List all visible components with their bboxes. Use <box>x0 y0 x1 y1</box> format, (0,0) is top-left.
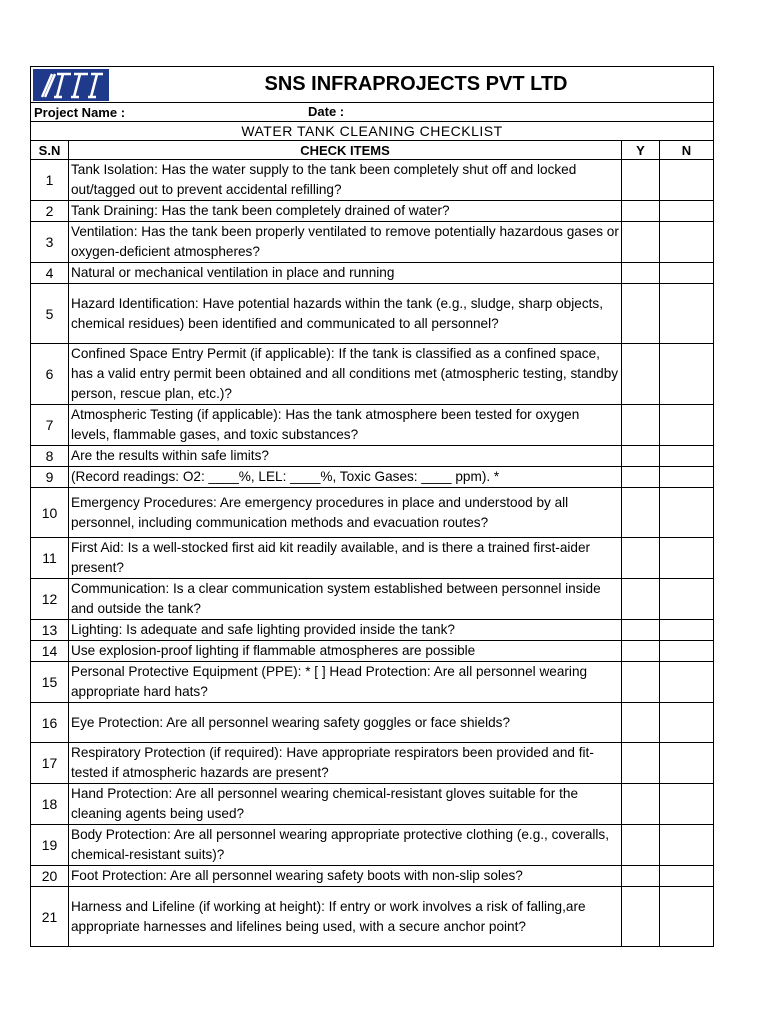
checklist-row <box>31 201 714 222</box>
check-item-text: Harness and Lifeline (if working at height): If entry or work involves a risk of falling,are appropriate harnesses and lifelines being used, with a secure anchor point? <box>69 887 622 947</box>
checklist-row <box>31 284 714 344</box>
no-checkbox-cell[interactable] <box>660 662 714 703</box>
yes-checkbox-cell[interactable] <box>622 743 660 784</box>
check-item-text: Tank Draining: Has the tank been completely drained of water? <box>69 201 622 222</box>
yes-checkbox-cell[interactable] <box>622 344 660 405</box>
row-number: 3 <box>31 222 69 263</box>
checklist-row <box>31 784 714 825</box>
yes-checkbox-cell[interactable] <box>622 222 660 263</box>
check-item-text: Personal Protective Equipment (PPE): * [ ] Head Protection: Are all personnel wearing appropriate hard hats? <box>69 662 622 703</box>
row-number: 16 <box>31 703 69 743</box>
checklist-row <box>31 662 714 703</box>
yes-checkbox-cell[interactable] <box>622 538 660 579</box>
checklist-table <box>30 66 714 947</box>
logo-cell <box>31 67 147 103</box>
checklist-row <box>31 222 714 263</box>
no-checkbox-cell[interactable] <box>660 446 714 467</box>
yes-checkbox-cell[interactable] <box>622 825 660 866</box>
no-checkbox-cell[interactable] <box>660 467 714 488</box>
check-item-text: Foot Protection: Are all personnel wearing safety boots with non-slip soles? <box>69 866 622 887</box>
check-item-text: Ventilation: Has the tank been properly ventilated to remove potentially hazardous gases or oxygen-deficient atmospheres? <box>69 222 622 263</box>
yes-checkbox-cell[interactable] <box>622 641 660 662</box>
checklist-row <box>31 825 714 866</box>
yes-checkbox-cell[interactable] <box>622 201 660 222</box>
check-item-text: Use explosion-proof lighting if flammable atmospheres are possible <box>69 641 622 662</box>
yes-checkbox-cell[interactable] <box>622 405 660 446</box>
checklist-row <box>31 866 714 887</box>
yes-checkbox-cell[interactable] <box>622 160 660 201</box>
checklist-row <box>31 620 714 641</box>
checklist-row <box>31 467 714 488</box>
row-number: 10 <box>31 488 69 538</box>
check-item-text: Hazard Identification: Have potential hazards within the tank (e.g., sludge, sharp objects, chemical residues) been identified and communicated to all personnel? <box>69 284 622 344</box>
row-number: 8 <box>31 446 69 467</box>
row-number: 1 <box>31 160 69 201</box>
no-checkbox-cell[interactable] <box>660 538 714 579</box>
yes-checkbox-cell[interactable] <box>622 446 660 467</box>
no-checkbox-cell[interactable] <box>660 866 714 887</box>
yes-checkbox-cell[interactable] <box>622 784 660 825</box>
row-number: 13 <box>31 620 69 641</box>
no-checkbox-cell[interactable] <box>660 344 714 405</box>
no-checkbox-cell[interactable] <box>660 263 714 284</box>
project-info-cell <box>31 103 714 122</box>
check-item-text: First Aid: Is a well-stocked first aid kit readily available, and is there a trained first-aider present? <box>69 538 622 579</box>
date-label: Date : <box>308 104 345 119</box>
row-number: 4 <box>31 263 69 284</box>
no-checkbox-cell[interactable] <box>660 703 714 743</box>
checklist-row <box>31 160 714 201</box>
column-header-items: CHECK ITEMS <box>69 141 622 160</box>
row-number: 11 <box>31 538 69 579</box>
check-item-text: Are the results within safe limits? <box>69 446 622 467</box>
yes-checkbox-cell[interactable] <box>622 703 660 743</box>
no-checkbox-cell[interactable] <box>660 825 714 866</box>
no-checkbox-cell[interactable] <box>660 579 714 620</box>
check-item-text: Confined Space Entry Permit (if applicable): If the tank is classified as a confined space, has a valid entry permit been obtained and all conditions met (atmospheric testing, standby person, rescue plan, etc.)? <box>69 344 622 405</box>
checklist-row <box>31 263 714 284</box>
checklist-row <box>31 538 714 579</box>
check-item-text: Lighting: Is adequate and safe lighting provided inside the tank? <box>69 620 622 641</box>
check-item-text: Atmospheric Testing (if applicable): Has the tank atmosphere been tested for oxygen levels, flammable gases, and toxic substances? <box>69 405 622 446</box>
no-checkbox-cell[interactable] <box>660 160 714 201</box>
yes-checkbox-cell[interactable] <box>622 620 660 641</box>
project-info-row <box>31 103 714 122</box>
checklist-row <box>31 488 714 538</box>
column-header-sn: S.N <box>31 141 69 160</box>
no-checkbox-cell[interactable] <box>660 222 714 263</box>
yes-checkbox-cell[interactable] <box>622 866 660 887</box>
checklist-row <box>31 743 714 784</box>
row-number: 20 <box>31 866 69 887</box>
row-number: 19 <box>31 825 69 866</box>
check-item-text: Body Protection: Are all personnel wearing appropriate protective clothing (e.g., coveralls, chemical-resistant suits)? <box>69 825 622 866</box>
check-item-text: (Record readings: O2: ____%, LEL: ____%, Toxic Gases: ____ ppm). * <box>69 467 622 488</box>
check-item-text: Tank Isolation: Has the water supply to the tank been completely shut off and locked out/tagged out to prevent accidental refilling? <box>69 160 622 201</box>
row-number: 15 <box>31 662 69 703</box>
checklist-row <box>31 446 714 467</box>
no-checkbox-cell[interactable] <box>660 201 714 222</box>
check-item-text: Natural or mechanical ventilation in place and running <box>69 263 622 284</box>
row-number: 21 <box>31 887 69 947</box>
project-name-label: Project Name : <box>34 104 126 120</box>
row-number: 9 <box>31 467 69 488</box>
check-item-text: Respiratory Protection (if required): Have appropriate respirators been provided and fit-tested if atmospheric hazards are present? <box>69 743 622 784</box>
company-name: SNS INFRAPROJECTS PVT LTD <box>147 67 714 103</box>
column-header-yes: Y <box>622 141 660 160</box>
no-checkbox-cell[interactable] <box>660 284 714 344</box>
row-number: 18 <box>31 784 69 825</box>
yes-checkbox-cell[interactable] <box>622 887 660 947</box>
checklist-title: WATER TANK CLEANING CHECKLIST <box>31 122 714 141</box>
no-checkbox-cell[interactable] <box>660 641 714 662</box>
yes-checkbox-cell[interactable] <box>622 284 660 344</box>
checklist-row <box>31 579 714 620</box>
check-item-text: Emergency Procedures: Are emergency procedures in place and understood by all personnel, including communication methods and evacuation routes? <box>69 488 622 538</box>
no-checkbox-cell[interactable] <box>660 743 714 784</box>
yes-checkbox-cell[interactable] <box>622 579 660 620</box>
yes-checkbox-cell[interactable] <box>622 662 660 703</box>
row-number: 2 <box>31 201 69 222</box>
check-item-text: Communication: Is a clear communication system established between personnel inside and outside the tank? <box>69 579 622 620</box>
row-number: 7 <box>31 405 69 446</box>
no-checkbox-cell[interactable] <box>660 620 714 641</box>
company-header-row <box>31 67 714 103</box>
title-row <box>31 122 714 141</box>
row-number: 6 <box>31 344 69 405</box>
no-checkbox-cell[interactable] <box>660 488 714 538</box>
checklist-row <box>31 887 714 947</box>
yes-checkbox-cell[interactable] <box>622 488 660 538</box>
check-item-text: Eye Protection: Are all personnel wearing safety goggles or face shields? <box>69 703 622 743</box>
column-header-row <box>31 141 714 160</box>
checklist-row <box>31 405 714 446</box>
no-checkbox-cell[interactable] <box>660 887 714 947</box>
checklist-row <box>31 641 714 662</box>
no-checkbox-cell[interactable] <box>660 405 714 446</box>
check-item-text: Hand Protection: Are all personnel wearing chemical-resistant gloves suitable for the cleaning agents being used? <box>69 784 622 825</box>
row-number: 5 <box>31 284 69 344</box>
checklist-row <box>31 344 714 405</box>
no-checkbox-cell[interactable] <box>660 784 714 825</box>
sns-logo-icon <box>33 69 109 101</box>
checklist-row <box>31 703 714 743</box>
row-number: 12 <box>31 579 69 620</box>
row-number: 14 <box>31 641 69 662</box>
yes-checkbox-cell[interactable] <box>622 467 660 488</box>
row-number: 17 <box>31 743 69 784</box>
yes-checkbox-cell[interactable] <box>622 263 660 284</box>
column-header-no: N <box>660 141 714 160</box>
